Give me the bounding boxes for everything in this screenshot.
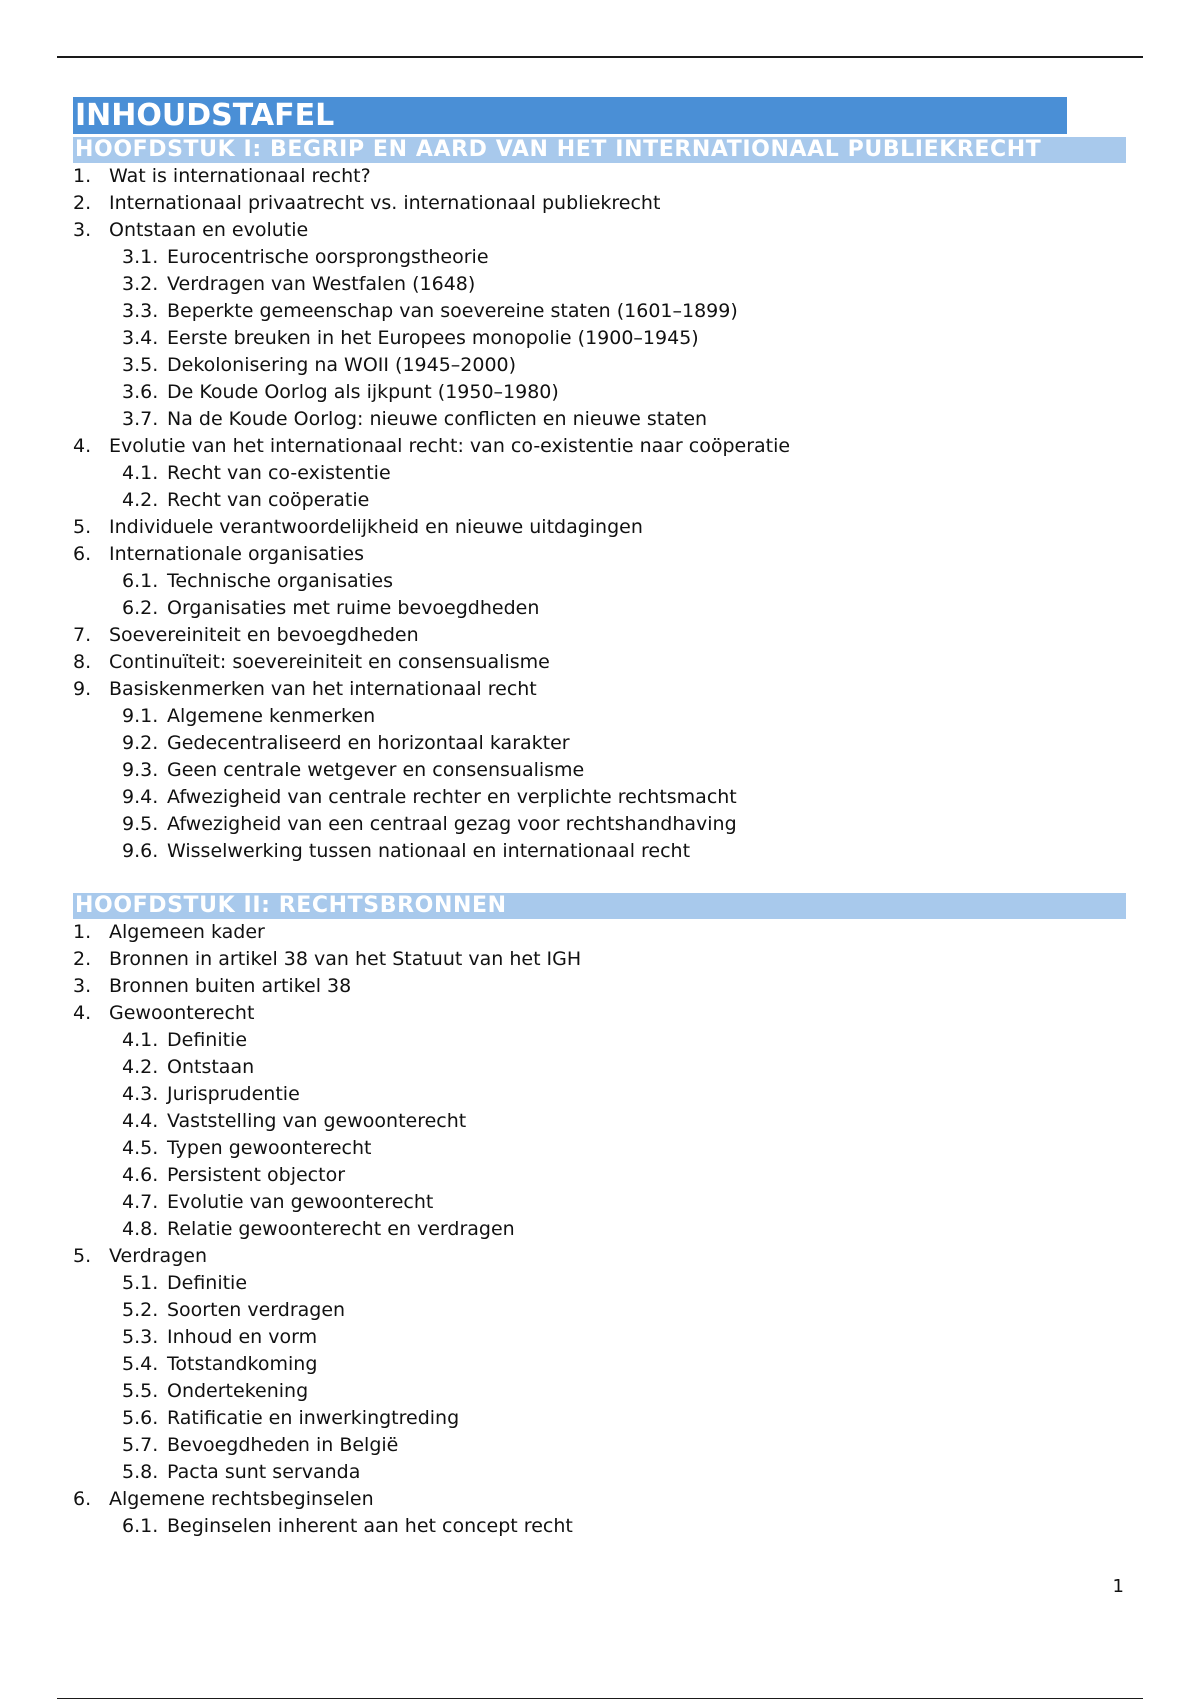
toc-subsection[interactable] [73,487,1133,514]
toc-entry-number: 4. [73,1002,92,1024]
toc-entry-title: Afwezigheid van centrale rechter en verplichte rechtsmacht [167,786,737,808]
toc-entry-number: 5.8. [122,1461,159,1483]
toc-subsection[interactable] [73,811,1133,838]
toc-subsection[interactable] [73,1297,1133,1324]
footer-rule [57,1698,1143,1699]
toc-subsection[interactable] [73,1405,1133,1432]
toc-entry-number: 5.4. [122,1353,159,1375]
toc-section[interactable] [73,217,1133,244]
toc-entry-number: 3.4. [122,327,159,349]
toc-subsection[interactable] [73,1216,1133,1243]
toc-subsection[interactable] [73,352,1133,379]
toc-entry-title: Algemene kenmerken [167,705,376,727]
toc-entry-title: Jurisprudentie [167,1083,300,1105]
toc-subsection[interactable] [73,1054,1133,1081]
toc-entry-number: 3. [73,219,92,241]
toc-subsection[interactable] [73,1135,1133,1162]
toc-entry-number: 6. [73,543,92,565]
toc-entry-title: Ontstaan en evolutie [109,219,309,241]
toc-entry-number: 3.7. [122,408,159,430]
toc-entry-number: 6. [73,1488,92,1510]
toc-entry-title: Technische organisaties [167,570,393,592]
toc-subsection[interactable] [73,460,1133,487]
toc-subsection[interactable] [73,1081,1133,1108]
toc-entry-number: 4. [73,435,92,457]
toc-entry-number: 9. [73,678,92,700]
toc-entry-number: 7. [73,624,92,646]
toc-entry-number: 5.6. [122,1407,159,1429]
toc-entry-number: 4.2. [122,1056,159,1078]
toc-section[interactable] [73,1486,1133,1513]
toc-entry-title: Definitie [167,1029,248,1051]
toc-entry-title: Wat is internationaal recht? [109,165,371,187]
toc-subsection[interactable] [73,568,1133,595]
toc-section[interactable] [73,1000,1133,1027]
toc-entry-number: 9.3. [122,759,159,781]
toc-entry-number: 5.2. [122,1299,159,1321]
toc-entry-number: 5.3. [122,1326,159,1348]
toc-entry-title: Recht van co-existentie [167,462,391,484]
toc-subsection[interactable] [73,271,1133,298]
toc-entry-title: Evolutie van gewoonterecht [167,1191,434,1213]
toc-subsection[interactable] [73,784,1133,811]
toc-entry-number: 3.3. [122,300,159,322]
toc-entry-title: Dekolonisering na WOII (1945–2000) [167,354,517,376]
toc-entry-title: Verdragen van Westfalen (1648) [167,273,476,295]
toc-entry-number: 4.2. [122,489,159,511]
toc-subsection[interactable] [73,1162,1133,1189]
toc-subsection[interactable] [73,244,1133,271]
toc-section[interactable] [73,946,1133,973]
toc-entry-number: 9.6. [122,840,159,862]
toc-subsection[interactable] [73,1027,1133,1054]
chapter-2-entries [73,919,1133,1540]
toc-entry-number: 5.1. [122,1272,159,1294]
toc-entry-number: 3.6. [122,381,159,403]
toc-entry-number: 3.2. [122,273,159,295]
toc-subsection[interactable] [73,1270,1133,1297]
toc-entry-title: Bronnen buiten artikel 38 [109,975,352,997]
toc-entry-number: 1. [73,921,92,943]
toc-entry-number: 3.5. [122,354,159,376]
toc-entry-number: 4.8. [122,1218,159,1240]
toc-entry-title: Ontstaan [167,1056,255,1078]
toc-entry-title: Eurocentrische oorsprongstheorie [167,246,489,268]
toc-subsection[interactable] [73,595,1133,622]
toc-entry-title: Evolutie van het internationaal recht: van co-existentie naar coöperatie [109,435,791,457]
toc-entry-number: 4.3. [122,1083,159,1105]
toc-entry-title: Totstandkoming [167,1353,318,1375]
chapter-1-heading: HOOFDSTUK I: BEGRIP EN AARD VAN HET INTERNATIONAAL PUBLIEKRECHT [73,137,1126,163]
toc-section[interactable] [73,649,1133,676]
toc-subsection[interactable] [73,838,1133,865]
toc-entry-title: Definitie [167,1272,248,1294]
toc-entry-number: 2. [73,192,92,214]
toc-subsection[interactable] [73,703,1133,730]
toc-entry-number: 8. [73,651,92,673]
toc-entry-number: 5.5. [122,1380,159,1402]
toc-section[interactable] [73,433,1133,460]
toc-section[interactable] [73,541,1133,568]
table-of-contents [73,97,1133,1540]
toc-entry-number: 5. [73,1245,92,1267]
toc-section[interactable] [73,676,1133,703]
toc-entry-title: Typen gewoonterecht [167,1137,372,1159]
toc-entry-title: Internationaal privaatrecht vs. internationaal publiekrecht [109,192,661,214]
toc-entry-title: Na de Koude Oorlog: nieuwe conflicten en nieuwe staten [167,408,708,430]
toc-entry-title: Soevereiniteit en bevoegdheden [109,624,419,646]
toc-entry-title: Wisselwerking tussen nationaal en internationaal recht [167,840,691,862]
toc-subsection[interactable] [73,1351,1133,1378]
toc-section[interactable] [73,1243,1133,1270]
toc-entry-number: 9.4. [122,786,159,808]
toc-entry-number: 3.1. [122,246,159,268]
toc-entry-title: De Koude Oorlog als ijkpunt (1950–1980) [167,381,559,403]
toc-entry-number: 4.4. [122,1110,159,1132]
toc-subsection[interactable] [73,1459,1133,1486]
toc-subsection[interactable] [73,1108,1133,1135]
toc-entry-number: 4.1. [122,462,159,484]
toc-section[interactable] [73,514,1133,541]
toc-subsection[interactable] [73,325,1133,352]
toc-entry-title: Internationale organisaties [109,543,364,565]
toc-subsection[interactable] [73,1378,1133,1405]
toc-entry-number: 3. [73,975,92,997]
toc-entry-number: 5. [73,516,92,538]
toc-entry-title: Beginselen inherent aan het concept recht [167,1515,573,1537]
toc-entry-title: Beperkte gemeenschap van soevereine staten (1601–1899) [167,300,738,322]
toc-entry-title: Algemene rechtsbeginselen [109,1488,374,1510]
toc-section[interactable] [73,622,1133,649]
toc-entry-number: 4.6. [122,1164,159,1186]
toc-title: INHOUDSTAFEL [73,97,1067,134]
toc-entry-title: Recht van coöperatie [167,489,370,511]
toc-entry-number: 2. [73,948,92,970]
toc-entry-title: Gedecentraliseerd en horizontaal karakter [167,732,570,754]
toc-subsection[interactable] [73,730,1133,757]
chapter-2-heading: HOOFDSTUK II: RECHTSBRONNEN [73,893,1126,919]
page-number: 1 [1112,1576,1124,1597]
toc-entry-title: Eerste breuken in het Europees monopolie (1900–1945) [167,327,699,349]
toc-entry-title: Persistent objector [167,1164,346,1186]
toc-entry-title: Continuïteit: soevereiniteit en consensualisme [109,651,550,673]
toc-entry-title: Afwezigheid van een centraal gezag voor rechtshandhaving [167,813,737,835]
toc-subsection[interactable] [73,757,1133,784]
toc-entry-title: Bevoegdheden in België [167,1434,399,1456]
toc-entry-number: 4.5. [122,1137,159,1159]
toc-subsection[interactable] [73,1432,1133,1459]
toc-entry-title: Bronnen in artikel 38 van het Statuut van het IGH [109,948,582,970]
toc-entry-title: Individuele verantwoordelijkheid en nieuwe uitdagingen [109,516,643,538]
toc-entry-title: Gewoonterecht [109,1002,255,1024]
toc-subsection[interactable] [73,379,1133,406]
toc-subsection[interactable] [73,1189,1133,1216]
toc-entry-number: 4.1. [122,1029,159,1051]
toc-entry-number: 5.7. [122,1434,159,1456]
toc-entry-title: Ratificatie en inwerkingtreding [167,1407,460,1429]
toc-entry-title: Pacta sunt servanda [167,1461,361,1483]
toc-subsection[interactable] [73,406,1133,433]
toc-entry-number: 6.2. [122,597,159,619]
toc-entry-number: 9.5. [122,813,159,835]
toc-entry-title: Vaststelling van gewoonterecht [167,1110,467,1132]
toc-entry-title: Algemeen kader [109,921,265,943]
toc-entry-number: 9.2. [122,732,159,754]
toc-subsection[interactable] [73,298,1133,325]
toc-section[interactable] [73,919,1133,946]
toc-entry-number: 1. [73,165,92,187]
toc-entry-title: Basiskenmerken van het internationaal recht [109,678,537,700]
toc-entry-title: Ondertekening [167,1380,309,1402]
toc-entry-title: Relatie gewoonterecht en verdragen [167,1218,515,1240]
toc-entry-number: 6.1. [122,1515,159,1537]
toc-entry-title: Inhoud en vorm [167,1326,318,1348]
toc-entry-number: 6.1. [122,570,159,592]
header-rule [57,56,1143,58]
toc-subsection[interactable] [73,1513,1133,1540]
toc-entry-title: Verdragen [109,1245,207,1267]
chapter-1-entries [73,163,1133,865]
toc-section[interactable] [73,190,1133,217]
toc-entry-title: Organisaties met ruime bevoegdheden [167,597,540,619]
toc-subsection[interactable] [73,1324,1133,1351]
toc-section[interactable] [73,973,1133,1000]
toc-section[interactable] [73,163,1133,190]
toc-entry-title: Geen centrale wetgever en consensualisme [167,759,585,781]
toc-entry-title: Soorten verdragen [167,1299,346,1321]
toc-entry-number: 4.7. [122,1191,159,1213]
toc-entry-number: 9.1. [122,705,159,727]
